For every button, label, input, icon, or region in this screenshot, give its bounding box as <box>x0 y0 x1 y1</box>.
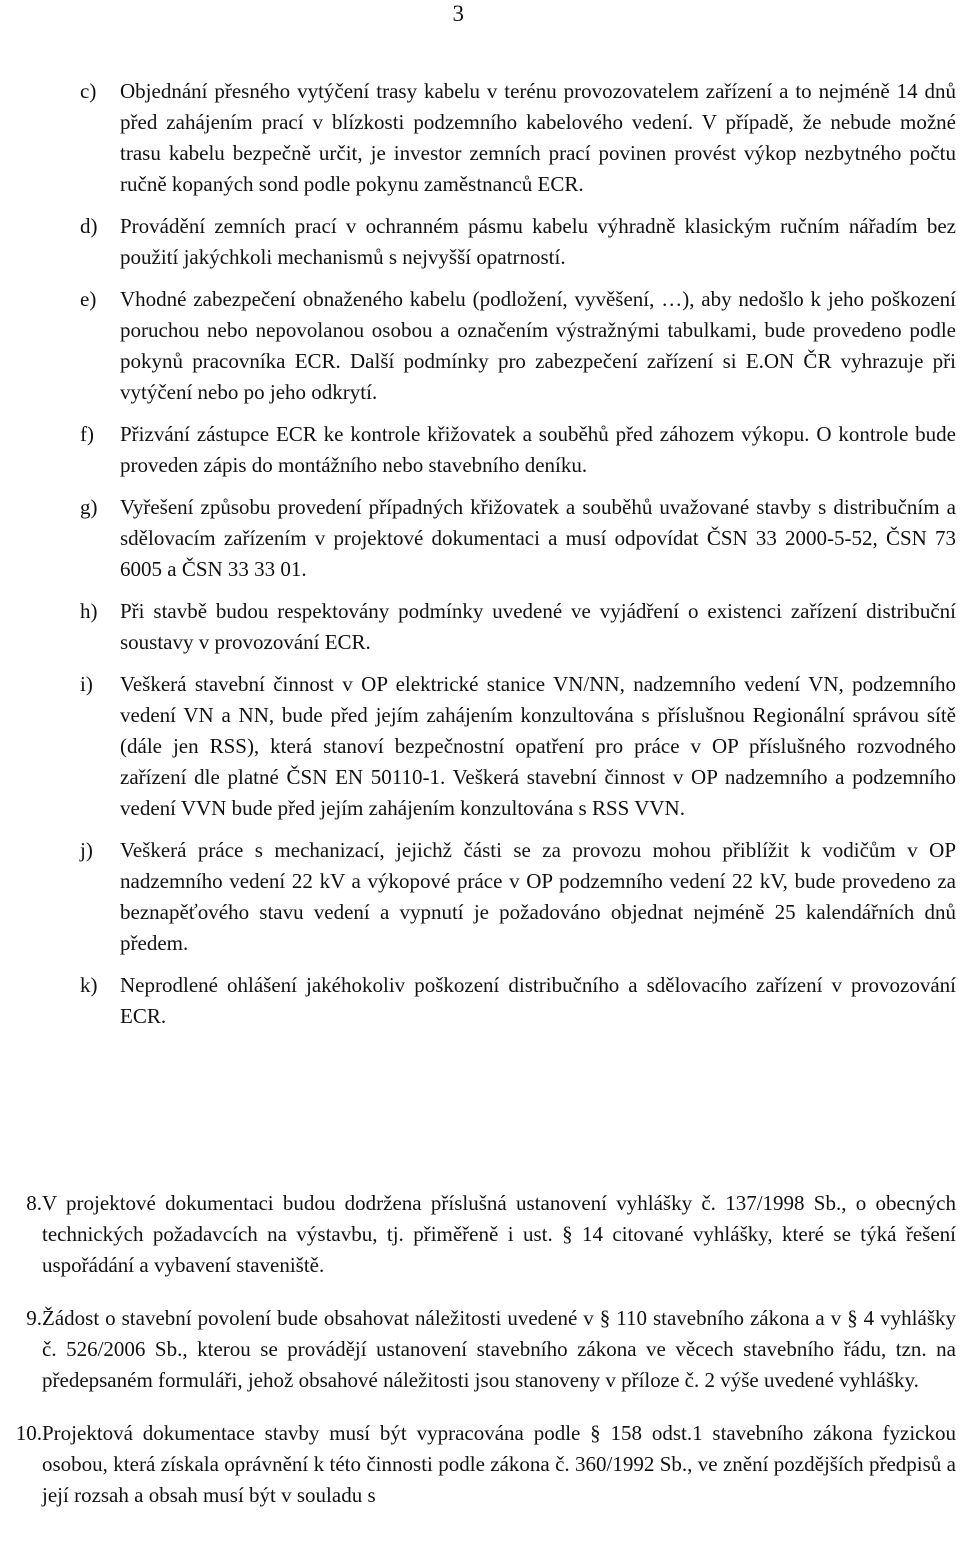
item-text: Neprodlené ohlášení jakéhokoliv poškození distribučního a sdělovacího zařízení v provozování ECR. <box>120 973 956 1028</box>
item-text: Vyřešení způsobu provedení případných křižovatek a souběhů uvažované stavby s distribučním a sdělovacím zařízením v projektové dokumentaci a musí odpovídat ČSN 33 2000-5-52, ČSN 73 6005 a ČSN 33 33 01. <box>120 495 956 581</box>
item-letter: i) <box>80 672 93 696</box>
list-item <box>80 284 956 408</box>
page-number: 3 <box>452 1 464 26</box>
item-text: Žádost o stavební povolení bude obsahovat náležitosti uvedené v § 110 stavebního zákona a v § 4 vyhlášky č. 526/2006 Sb., kterou se provádějí ustanovení stavebního zákona ve věcech stavebního řádu, tzn. na předepsaném formuláři, jehož obsahové náležitosti jsou stanoveny v příloze č. 2 výše uvedené vyhlášky. <box>42 1306 956 1392</box>
item-text: Projektová dokumentace stavby musí být vypracována podle § 158 odst.1 stavebního zákona fyzickou osobou, která získala oprávnění k této činnosti podle zákona č. 360/1992 Sb., ve znění pozdějších předpisů a její rozsah a obsah musí být v souladu s <box>42 1421 956 1507</box>
item-text: Veškerá práce s mechanizací, jejichž části se za provozu mohou přiblížit k vodičům v OP nadzemního vedení 22 kV a výkopové práce v OP podzemního vedení 22 kV, bude provedeno za beznapěťového stavu vedení a vypnutí je požadováno objednat nejméně 25 kalendářních dnů předem. <box>120 838 956 955</box>
item-letter: d) <box>80 214 98 238</box>
list-item <box>80 211 956 273</box>
item-text: Přizvání zástupce ECR ke kontrole křižovatek a souběhů před záhozem výkopu. O kontrole bude proveden zápis do montážního nebo stavebního deníku. <box>120 422 956 477</box>
conditions-sublist <box>80 76 956 1043</box>
numbered-item <box>0 1418 956 1511</box>
list-item <box>80 596 956 658</box>
item-text: Objednání přesného vytýčení trasy kabelu v terénu provozovatelem zařízení a to nejméně 14 dnů před zahájením prací v blízkosti podzemního kabelového vedení. V případě, že nebude možné trasu kabelu bezpečně určit, je investor zemních prací povinen provést výkop nezbytného počtu ručně kopaných sond podle pokynu zaměstnanců ECR. <box>120 79 956 196</box>
item-number: 9. <box>26 1306 42 1330</box>
item-number: 8. <box>26 1191 42 1215</box>
item-letter: e) <box>80 287 97 311</box>
list-item <box>80 76 956 200</box>
numbered-item <box>0 1303 956 1396</box>
item-letter: k) <box>80 973 98 997</box>
item-letter: h) <box>80 599 98 623</box>
item-letter: g) <box>80 495 98 519</box>
numbered-list <box>0 1188 956 1533</box>
item-letter: f) <box>80 422 94 446</box>
list-item <box>80 419 956 481</box>
item-text: V projektové dokumentaci budou dodržena příslušná ustanovení vyhlášky č. 137/1998 Sb., o obecných technických požadavcích na výstavbu, tj. přiměřeně i ust. § 14 citované vyhlášky, které se týká řešení uspořádání a vybavení staveniště. <box>42 1191 956 1277</box>
item-text: Vhodné zabezpečení obnaženého kabelu (podložení, vyvěšení, …), aby nedošlo k jeho poškození poruchou nebo nepovolanou osobou a označením výstražnými tabulkami, bude provedeno podle pokynů pracovníka ECR. Další podmínky pro zabezpečení zařízení si E.ON ČR vyhrazuje při vytýčení nebo po jeho odkrytí. <box>120 287 956 404</box>
item-text: Při stavbě budou respektovány podmínky uvedené ve vyjádření o existenci zařízení distribuční soustavy v provozování ECR. <box>120 599 956 654</box>
list-item <box>80 835 956 959</box>
item-letter: c) <box>80 79 97 103</box>
item-number: 10. <box>15 1421 42 1445</box>
list-item <box>80 970 956 1032</box>
item-text: Veškerá stavební činnost v OP elektrické stanice VN/NN, nadzemního vedení VN, podzemního vedení VN a NN, bude před jejím zahájením konzultována s příslušnou Regionální správou sítě (dále jen RSS), která stanoví bezpečnostní opatření pro práce v OP příslušného rozvodného zařízení dle platné ČSN EN 50110-1. Veškerá stavební činnost v OP nadzemního a podzemního vedení VVN bude před jejím zahájením konzultována s RSS VVN. <box>120 672 956 820</box>
list-item <box>80 492 956 585</box>
item-letter: j) <box>80 838 93 862</box>
numbered-item <box>0 1188 956 1281</box>
list-item <box>80 669 956 824</box>
item-text: Provádění zemních prací v ochranném pásmu kabelu výhradně klasickým ručním nářadím bez použití jakýchkoli mechanismů s nejvyšší opatrností. <box>120 214 956 269</box>
